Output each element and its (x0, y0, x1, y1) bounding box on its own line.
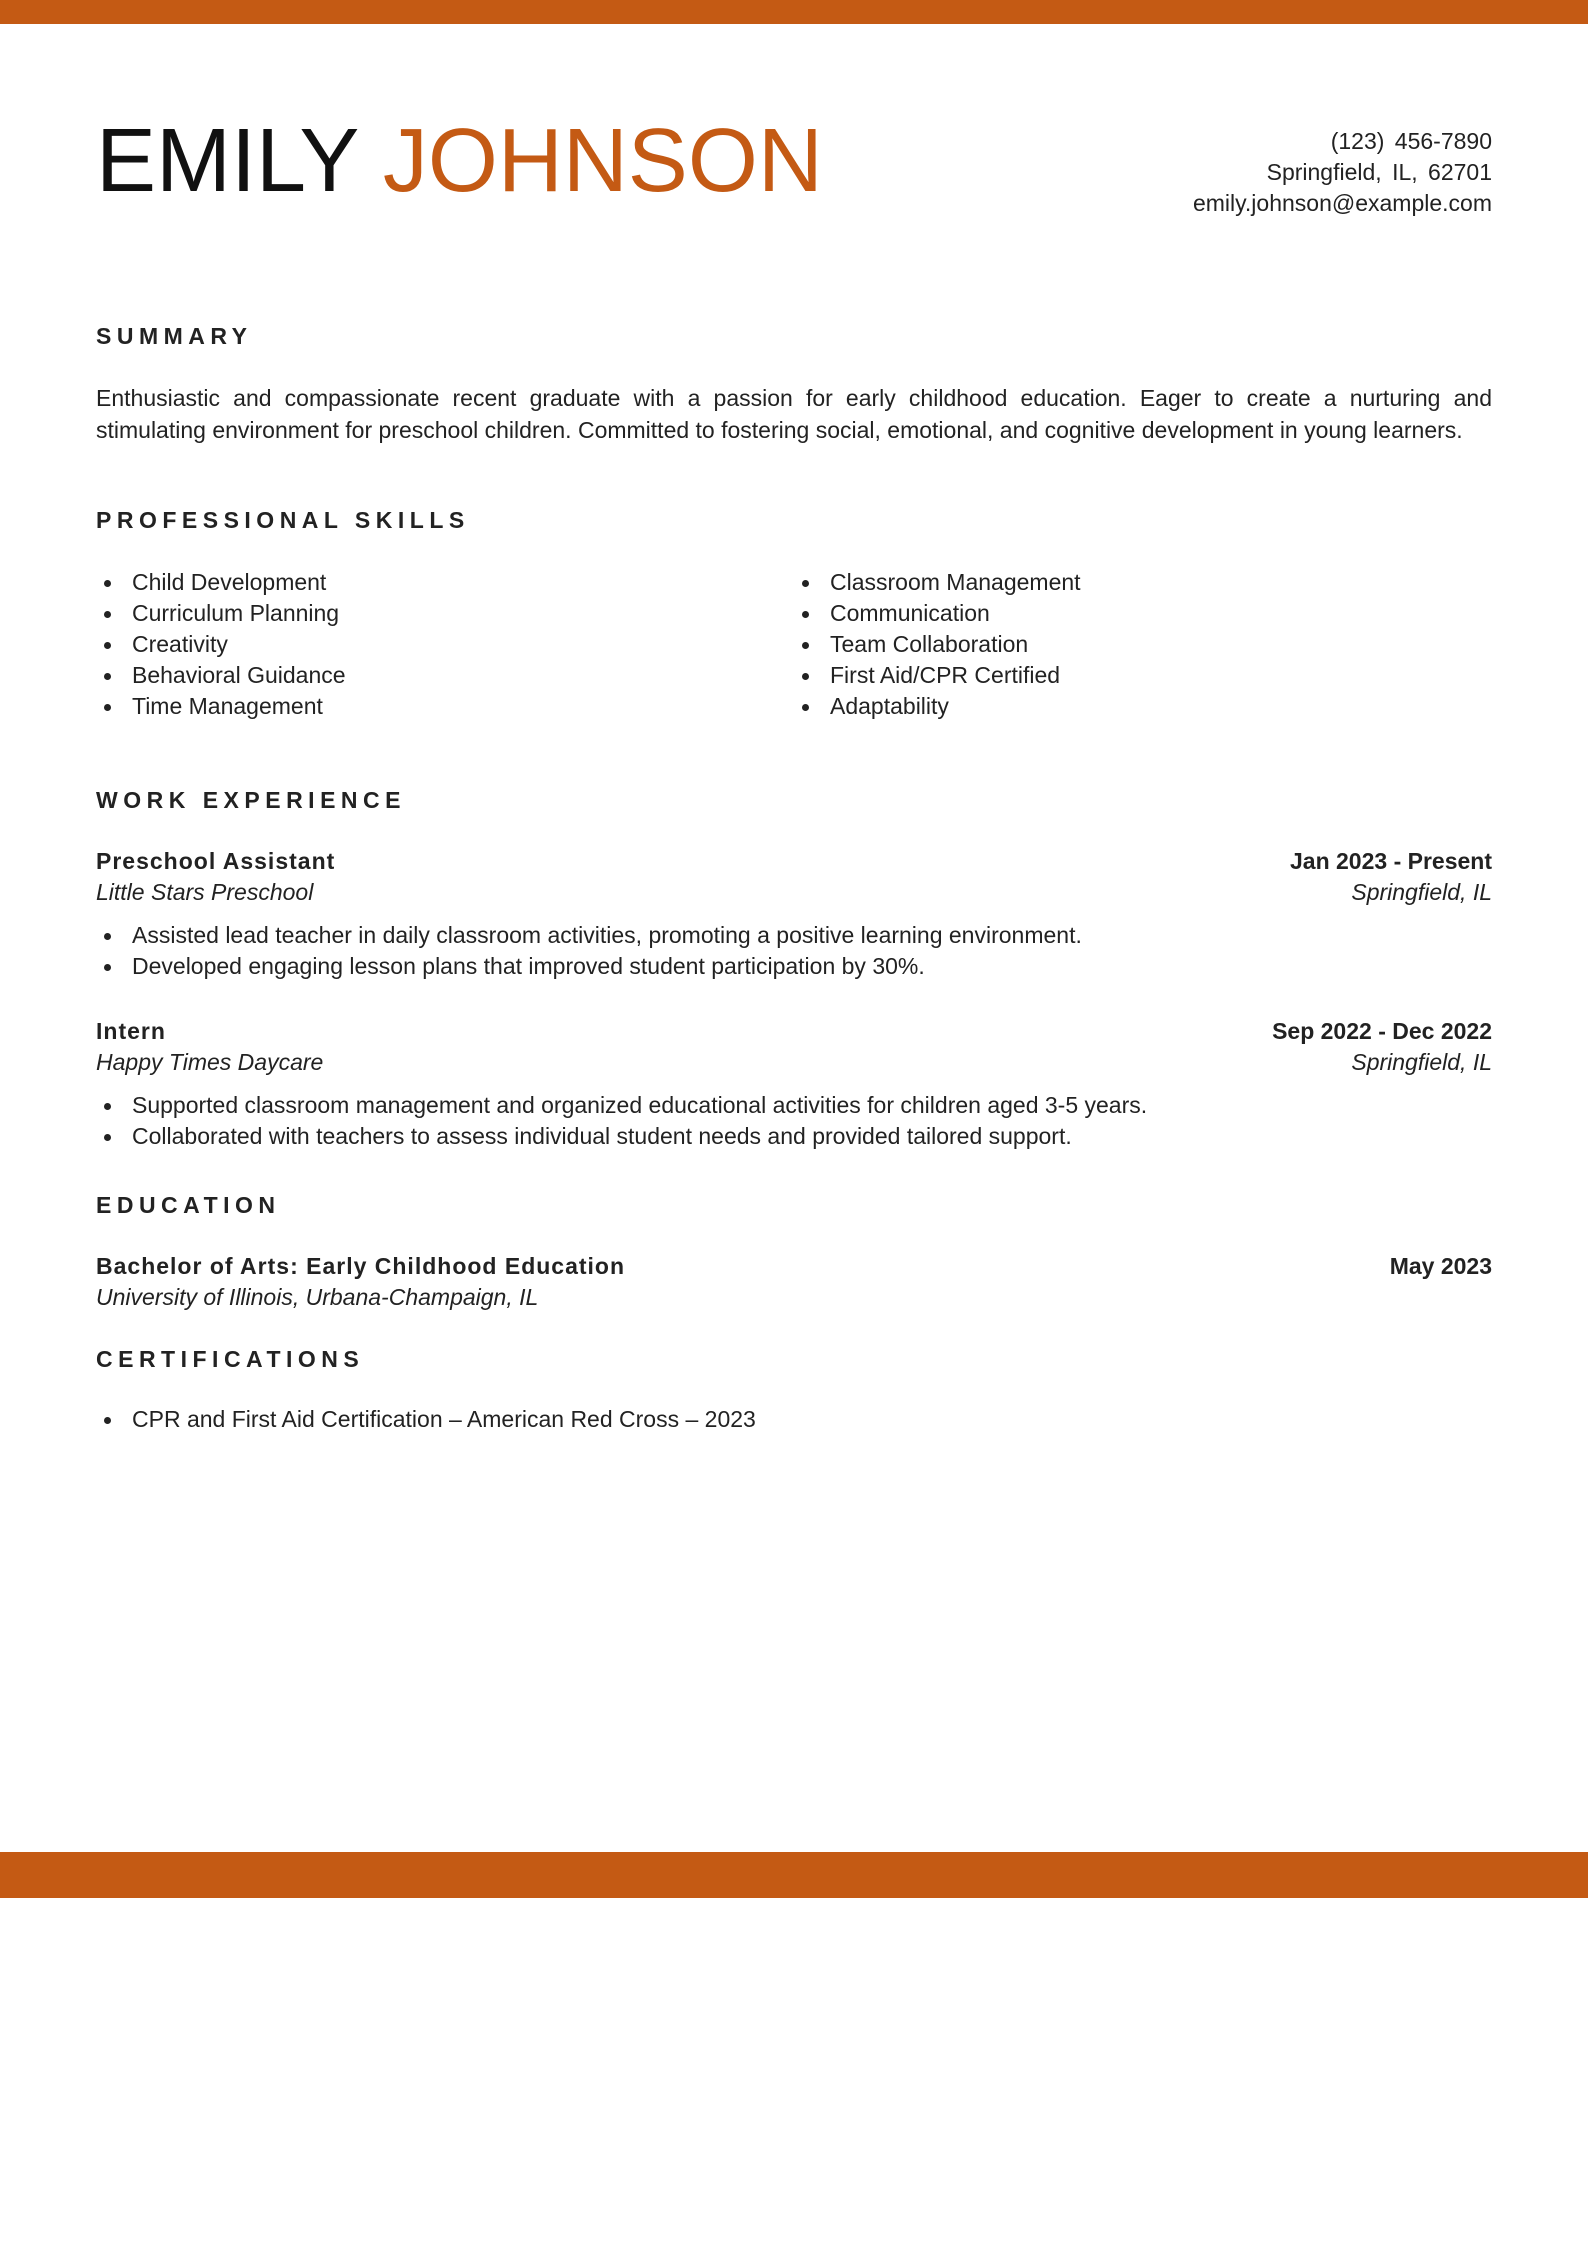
job-entry (96, 1016, 1492, 1152)
skill-item: Time Management (96, 691, 736, 722)
job-employer: Happy Times Daycare (96, 1049, 324, 1075)
job-entry (96, 846, 1492, 982)
job-dates: Jan 2023 - Present (1289, 848, 1492, 874)
address: Springfield, IL, 62701 (1266, 159, 1492, 185)
job-dates: Sep 2022 - Dec 2022 (1272, 1018, 1492, 1044)
school: University of Illinois, Urbana-Champaign, IL (96, 1284, 539, 1310)
job-bullet: Collaborated with teachers to assess individual student needs and provided tailored support. (96, 1121, 1492, 1152)
bottom-accent-bar (0, 1852, 1588, 1898)
job-location: Springfield, IL (1351, 879, 1492, 905)
first-name: EMILY (96, 111, 358, 211)
summary-heading: SUMMARY (96, 323, 253, 349)
skill-item: Behavioral Guidance (96, 660, 736, 691)
job-title: Intern (96, 1018, 166, 1044)
candidate-name (96, 106, 823, 216)
skill-item: Curriculum Planning (96, 598, 736, 629)
job-bullet: Developed engaging lesson plans that improved student participation by 30%. (96, 951, 1492, 982)
job-employer: Little Stars Preschool (96, 879, 314, 905)
skill-item: Adaptability (794, 691, 1434, 722)
skill-item: Classroom Management (794, 567, 1434, 598)
skill-item: Team Collaboration (794, 629, 1434, 660)
job-location: Springfield, IL (1351, 1049, 1492, 1075)
degree: Bachelor of Arts: Early Childhood Education (96, 1253, 626, 1279)
phone: (123) 456-7890 (1330, 128, 1492, 154)
skills-heading: PROFESSIONAL SKILLS (96, 507, 470, 533)
certifications-list (96, 1404, 1492, 1435)
job-bullet: Supported classroom management and organized educational activities for children aged 3-5 years. (96, 1090, 1492, 1121)
email: emily.johnson@example.com (1192, 190, 1492, 216)
top-accent-bar (0, 0, 1588, 24)
certification-item: CPR and First Aid Certification – American Red Cross – 2023 (96, 1404, 1492, 1435)
skills-list-left (96, 567, 736, 722)
last-name: JOHNSON (382, 111, 823, 211)
education-heading: EDUCATION (96, 1192, 281, 1218)
skill-item: First Aid/CPR Certified (794, 660, 1434, 691)
contact-info (1193, 126, 1492, 219)
skills-list-right (794, 567, 1434, 722)
skill-item: Child Development (96, 567, 736, 598)
skill-item: Communication (794, 598, 1434, 629)
job-title: Preschool Assistant (96, 848, 336, 874)
summary-text: Enthusiastic and compassionate recent graduate with a passion for early childhood education. Eager to create a nurturing and stimulating environment for preschool children. Committed to fostering social, emotional, and cognitive development in young learners. (96, 385, 1492, 443)
experience-heading: WORK EXPERIENCE (96, 787, 406, 813)
graduation-date: May 2023 (1389, 1253, 1492, 1279)
skill-item: Creativity (96, 629, 736, 660)
education-entry (96, 1251, 1492, 1313)
job-bullet: Assisted lead teacher in daily classroom activities, promoting a positive learning environment. (96, 920, 1492, 951)
resume-header (96, 106, 1492, 236)
certifications-heading: CERTIFICATIONS (96, 1346, 365, 1372)
